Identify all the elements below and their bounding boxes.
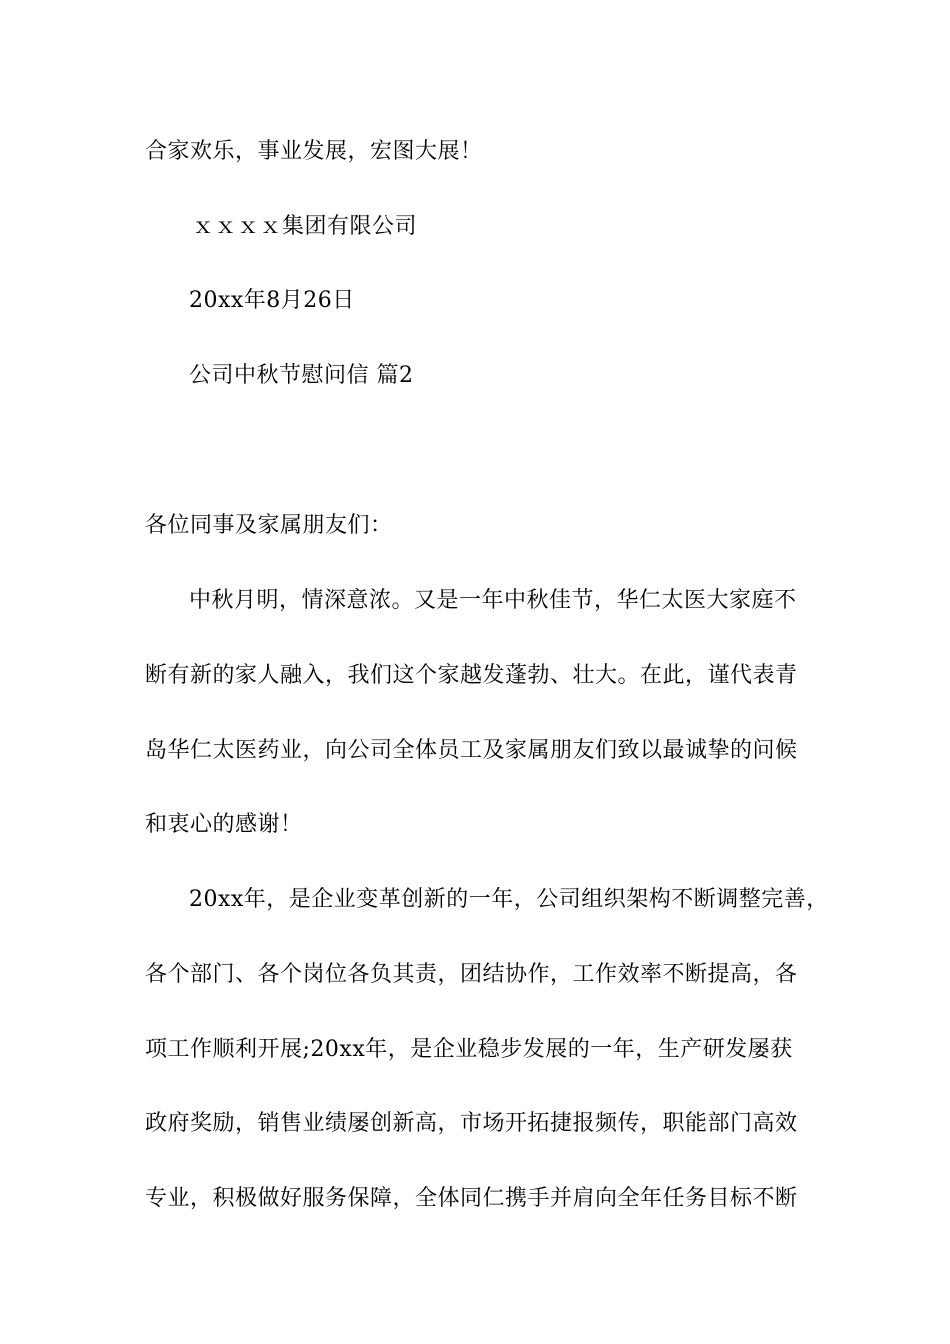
body-line: 中秋月明，情深意浓。又是一年中秋佳节，华仁太医大家庭不 — [189, 588, 797, 613]
body-line: 各个部门、各个岗位各负其责，团结协作，工作效率不断提高，各 — [145, 962, 798, 987]
signature-company: ｘｘｘｘ集团有限公司 — [192, 214, 418, 239]
body-line: 项工作顺利开展;20xx年，是企业稳步发展的一年，生产研发屡获 — [145, 1037, 793, 1062]
body-line: 岛华仁太医药业，向公司全体员工及家属朋友们致以最诚挚的问候 — [145, 738, 798, 763]
body-line: 断有新的家人融入，我们这个家越发蓬勃、壮大。在此，谨代表青 — [145, 663, 798, 688]
body-line: 政府奖励，销售业绩屡创新高，市场开拓捷报频传，职能部门高效 — [145, 1111, 798, 1136]
closing-wish: 合家欢乐，事业发展，宏图大展！ — [145, 139, 483, 164]
signature-date: 20xx年8月26日 — [189, 288, 355, 313]
body-line: 20xx年，是企业变革创新的一年，公司组织架构不断调整完善， — [189, 887, 829, 912]
salutation: 各位同事及家属朋友们： — [145, 513, 393, 538]
section-title: 公司中秋节慰问信 篇2 — [189, 363, 414, 388]
body-line: 专业，积极做好服务保障，全体同仁携手并肩向全年任务目标不断 — [145, 1186, 798, 1211]
body-line: 和衷心的感谢！ — [145, 812, 303, 837]
